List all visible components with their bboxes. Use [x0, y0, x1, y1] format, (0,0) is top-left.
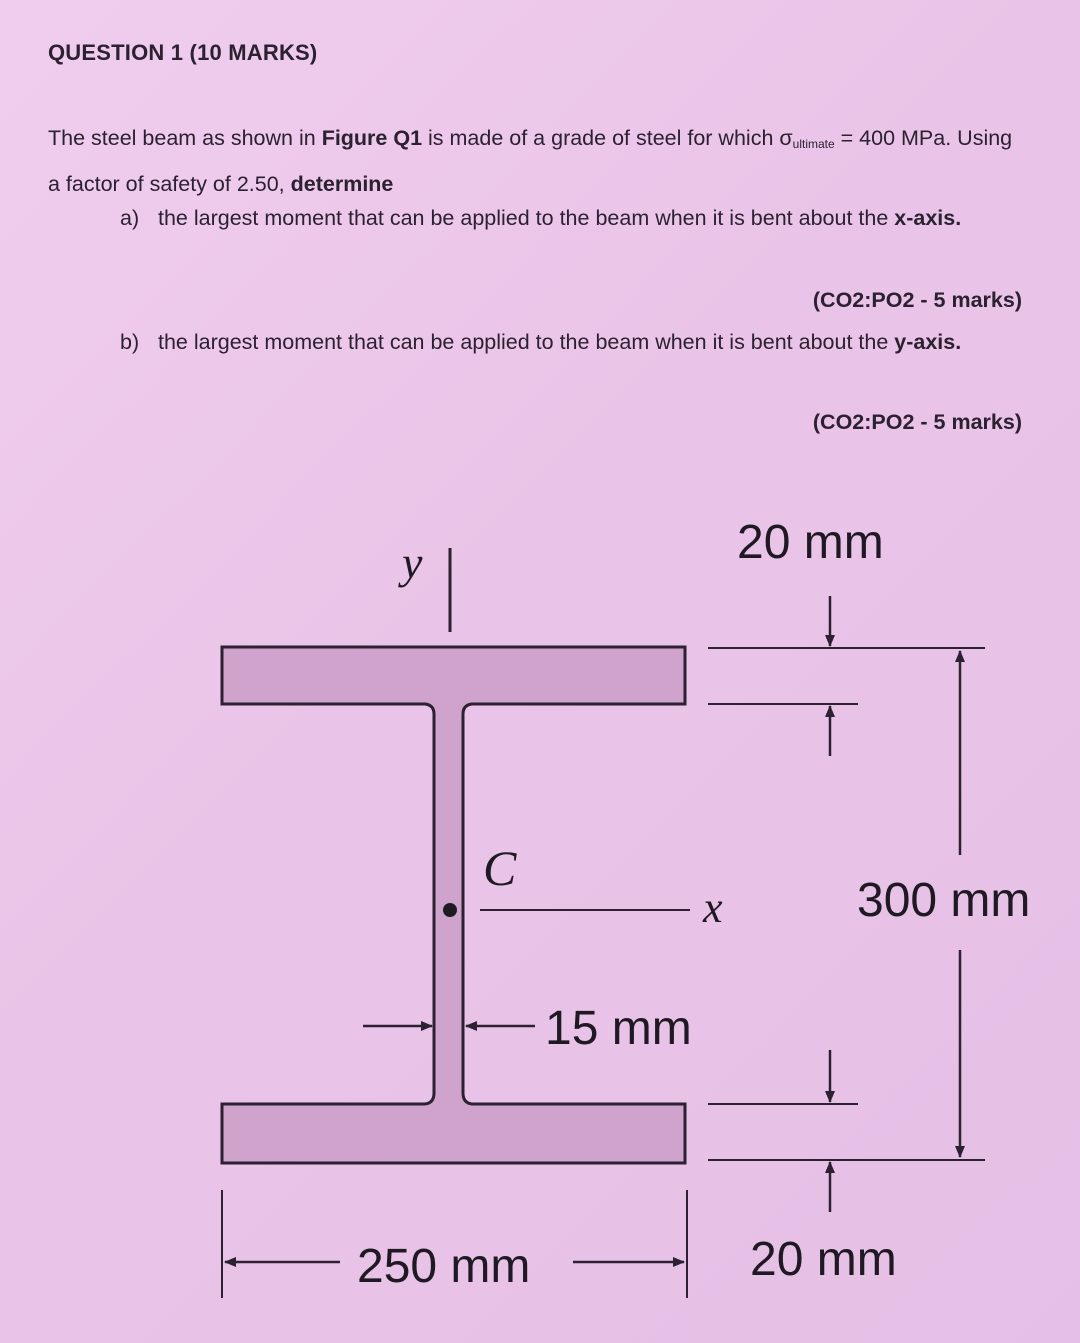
sigma-subscript: ultimate [792, 137, 835, 151]
web-thickness-label: 15 mm [545, 1002, 692, 1055]
top-flange-thickness-label: 20 mm [737, 516, 884, 569]
part-a-label: a) [120, 206, 140, 230]
part-a-axis: x-axis [894, 206, 956, 230]
intro-text-1: The steel beam as shown in [48, 126, 322, 150]
part-b-axis: y-axis [894, 330, 956, 354]
part-a-marks: (CO2:PO2 - 5 marks) [812, 288, 1022, 312]
determine-keyword: determine [290, 172, 394, 196]
y-axis-label: y [402, 537, 423, 588]
bottom-flange-thickness-label: 20 mm [750, 1233, 897, 1286]
part-a-axis-suffix: . [955, 206, 962, 230]
part-a-body: the largest moment that can be applied to the beam when it is bent about the [158, 206, 895, 230]
part-b-body: the largest moment that can be applied to the beam when it is bent about the [158, 330, 895, 354]
part-b-marks: (CO2:PO2 - 5 marks) [812, 410, 1022, 434]
flange-width-label: 250 mm [357, 1240, 531, 1293]
intro-text-2: is made of a grade of steel for which σ [422, 126, 793, 150]
intro-text-3: = 400 MPa. Using a factor of safety of 2.50, [48, 126, 1013, 196]
part-b-label: b) [120, 330, 140, 354]
figure-reference: Figure Q1 [321, 126, 423, 150]
centroid-label: C [483, 840, 517, 896]
overall-depth-label: 300 mm [857, 874, 1031, 927]
question-heading: QUESTION 1 (10 MARKS) [48, 40, 318, 65]
part-b-axis-suffix: . [955, 330, 962, 354]
x-axis-label: x [703, 883, 723, 932]
centroid-dot [443, 903, 457, 917]
